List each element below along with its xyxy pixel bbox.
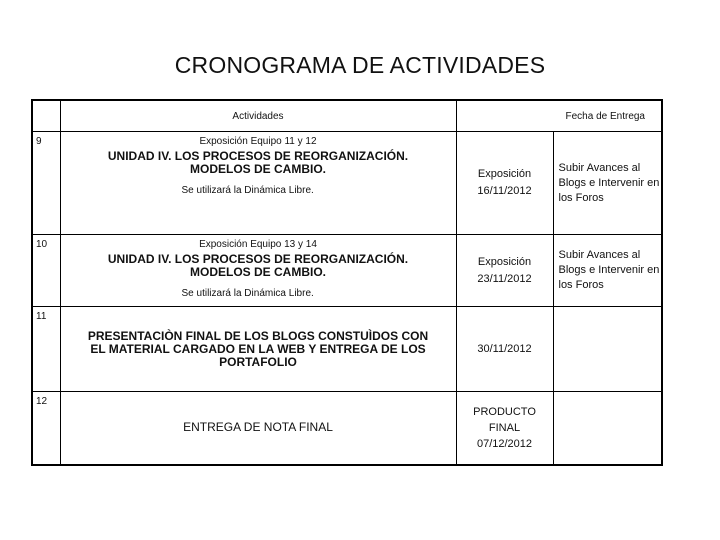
activity-text: UNIDAD IV. LOS PROCESOS DE REORGANIZACIÓN. MODELOS DE CAMBIO. [107, 252, 409, 279]
header-delivery-date: Fecha de Entrega [456, 100, 662, 132]
date-cell [456, 392, 553, 465]
activity-text: ENTREGA DE NOTA FINAL [183, 420, 333, 435]
row-number: 11 [32, 307, 60, 392]
table-header-row [32, 100, 662, 132]
observations-cell [553, 392, 662, 465]
page-title: CRONOGRAMA DE ACTIVIDADES [174, 52, 546, 78]
session-label: Exposición Equipo 13 y 14 [199, 239, 317, 250]
activity-note: Se utilizará la Dinámica Libre. [181, 185, 314, 196]
date-value: 23/11/2012 [477, 272, 532, 285]
date-value: 07/12/2012 [476, 437, 533, 450]
row-number: 9 [32, 132, 60, 235]
row-number: 10 [32, 235, 60, 307]
date-line-1: PRODUCTO [473, 405, 536, 418]
date-label: Exposición [477, 255, 532, 268]
activity-text: UNIDAD IV. LOS PROCESOS DE REORGANIZACIÓN. MODELOS DE CAMBIO. [107, 149, 409, 176]
observations-cell: Subir Avances al Blogs e Intervenir en los Foros [553, 235, 662, 307]
date-line-2: FINAL [488, 421, 521, 434]
table-row [32, 132, 662, 235]
activity-cell [60, 235, 456, 307]
date-cell [456, 235, 553, 307]
schedule-table [31, 99, 663, 466]
table-row [32, 392, 662, 465]
date-cell [456, 132, 553, 235]
activity-cell [60, 307, 456, 392]
date-value: 30/11/2012 [477, 342, 532, 355]
observations-cell [553, 307, 662, 392]
row-number: 12 [32, 392, 60, 465]
activity-cell [60, 392, 456, 465]
table-row [32, 235, 662, 307]
header-activities: Actividades [60, 100, 456, 132]
activity-text: PRESENTACIÒN FINAL DE LOS BLOGS CONSTUÌDOS CON EL MATERIAL CARGADO EN LA WEB Y ENTREGA DE LOS PORTAFOLIO [87, 328, 429, 369]
observations-cell: Subir Avances al Blogs e Intervenir en los Foros [553, 132, 662, 235]
session-label: Exposición Equipo 11 y 12 [199, 136, 317, 147]
activity-note: Se utilizará la Dinámica Libre. [181, 288, 314, 299]
activity-cell [60, 132, 456, 235]
table-row [32, 307, 662, 392]
date-value: 16/11/2012 [477, 185, 532, 197]
date-cell [456, 307, 553, 392]
header-number-cell [32, 100, 60, 132]
date-label: Exposición [477, 168, 532, 180]
